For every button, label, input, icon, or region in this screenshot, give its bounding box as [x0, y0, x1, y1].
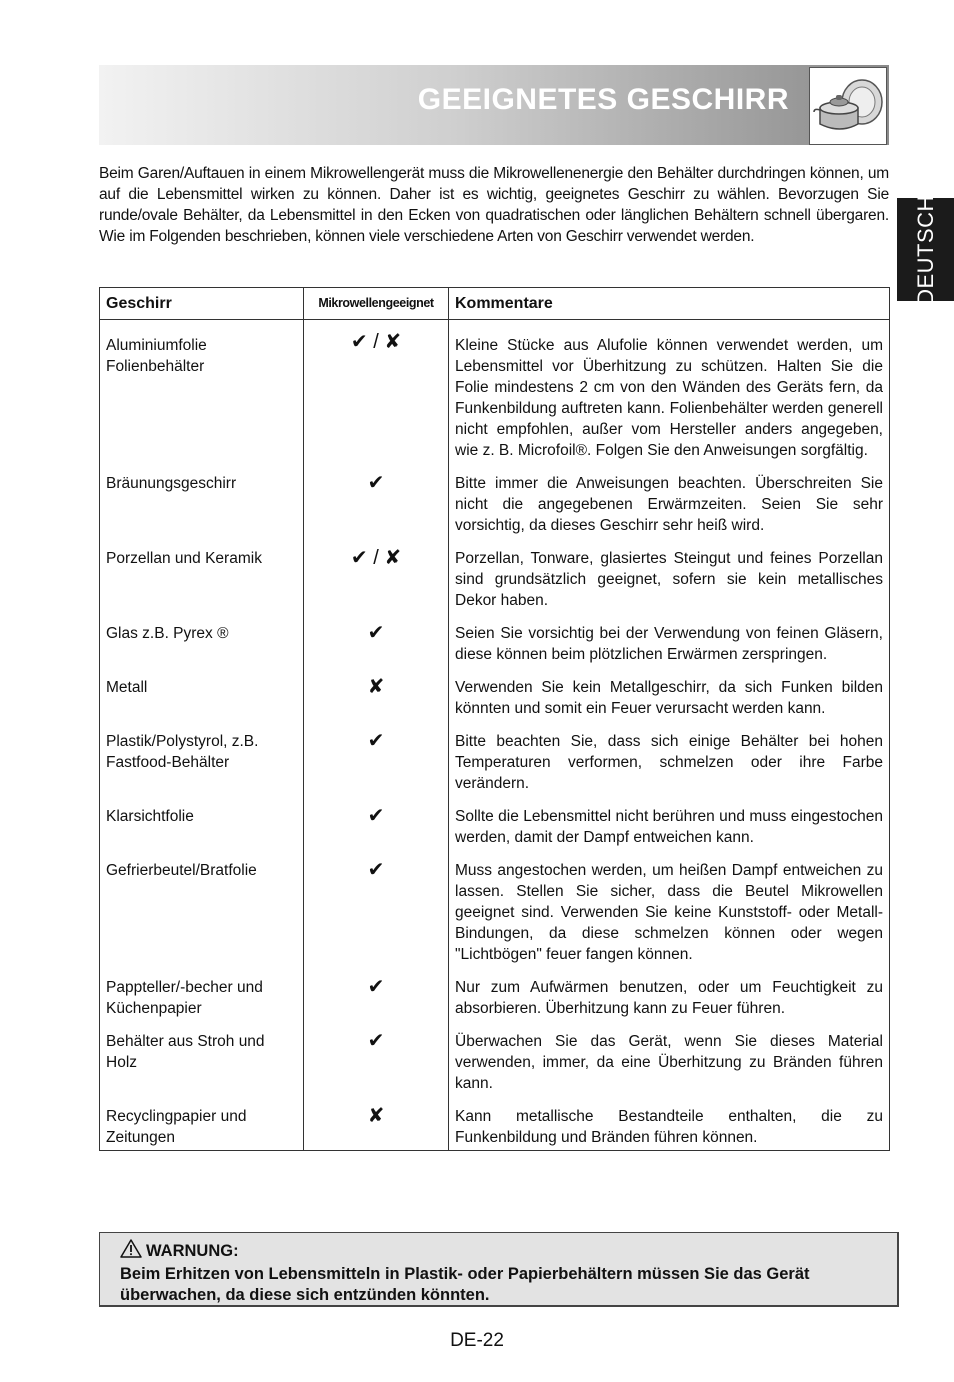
row-suitability: ✔: [304, 623, 449, 677]
row-comment: Porzellan, Tonware, glasiertes Steingut und feines Porzellan sind grundsätzlich geeignet, sofern sie kein metallisches Dekor haben.: [449, 548, 890, 623]
row-cookware: Aluminiumfolie Folienbehälter: [100, 320, 304, 474]
column-header-microwave-suitable: Mikrowellengeeignet: [304, 288, 449, 320]
row-cookware: Plastik/Polystyrol, z.B. Fastfood-Behälter: [100, 731, 304, 806]
warning-triangle-icon: [120, 1239, 142, 1264]
row-comment: Seien Sie vorsichtig bei der Verwendung von feinen Gläsern, diese können beim plötzlichen Erwärmen zerspringen.: [449, 623, 890, 677]
row-comment: Bitte immer die Anweisungen beachten. Überschreiten Sie nicht die angegebenen Erwärmzeiten. Seien Sie sehr vorsichtig, da dieses Geschirr sehr heiß wird.: [449, 473, 890, 548]
row-comment: Verwenden Sie kein Metallgeschirr, da sich Funken bilden könnten und somit ein Feuer verursacht werden kann.: [449, 677, 890, 731]
row-cookware: Klarsichtfolie: [100, 806, 304, 860]
warning-title: WARNUNG:: [146, 1242, 239, 1260]
row-comment: Muss angestochen werden, um heißen Dampf entweichen zu lassen. Stellen Sie sicher, dass die Beutel Mikrowellen geeignet sind. Verwenden Sie keine Kunststoff- oder Metall-Bindungen, da diese schmelzen können oder wegen "Lichtbögen" feuer fangen können.: [449, 860, 890, 977]
row-cookware: Metall: [100, 677, 304, 731]
table-row: [100, 977, 890, 1031]
intro-paragraph: Beim Garen/Auftauen in einem Mikrowellengerät muss die Mikrowellenenergie den Behälter durchdringen können, um auf die Lebensmittel wirken zu können. Daher ist es wichtig, geeignetes Geschirr zu wählen. Bevorzugen Sie runde/ovale Behälter, da Lebensmittel in den Ecken von quadratischen oder länglichen Behältern schnell übergaren. Wie im Folgenden beschrieben, können viele verschiedene Arten von Geschirr verwendet werden.: [99, 165, 889, 245]
row-comment: Kann metallische Bestandteile enthalten, die zu Funkenbildung und Bränden führen können.: [449, 1106, 890, 1151]
row-cookware: Behälter aus Stroh und Holz: [100, 1031, 304, 1106]
cookware-table: [99, 287, 890, 1151]
language-tab-label: DEUTSCH: [912, 194, 938, 305]
table-row: [100, 1106, 890, 1151]
table-row: [100, 677, 890, 731]
table-row: [100, 731, 890, 806]
table-row: [100, 806, 890, 860]
warning-box: [99, 1232, 899, 1307]
row-comment: Bitte beachten Sie, dass sich einige Behälter bei hohen Temperaturen verformen, schmelzen oder ihre Farbe verändern.: [449, 731, 890, 806]
row-suitability: ✔: [304, 1031, 449, 1106]
row-cookware: Porzellan und Keramik: [100, 548, 304, 623]
page-number: DE-22: [450, 1330, 504, 1351]
table-row: [100, 320, 890, 474]
cookware-icon: [809, 67, 887, 145]
row-suitability: ✔: [304, 977, 449, 1031]
warning-text: Beim Erhitzen von Lebensmitteln in Plastik- oder Papierbehältern müssen Sie das Gerät überwachen, da diese sich entzünden könnten.: [120, 1265, 810, 1304]
row-cookware: Glas z.B. Pyrex ®: [100, 623, 304, 677]
row-comment: Nur zum Aufwärmen benutzen, oder um Feuchtigkeit zu absorbieren. Überhitzung kann zu Feuer führen.: [449, 977, 890, 1031]
table-row: [100, 473, 890, 548]
row-suitability: ✔: [304, 731, 449, 806]
row-cookware: Pappteller/-becher und Küchenpapier: [100, 977, 304, 1031]
page-title: GEEIGNETES GESCHIRR: [417, 83, 789, 116]
row-cookware: Bräunungsgeschirr: [100, 473, 304, 548]
row-comment: Sollte die Lebensmittel nicht berühren und muss eingestochen werden, damit der Dampf entweichen kann.: [449, 806, 890, 860]
row-comment: Kleine Stücke aus Alufolie können verwendet werden, um Lebensmittel vor Überhitzung zu schützen. Halten Sie die Folie mindestens 2 cm von den Wänden des Geräts fern, da Funkenbildung auftreten kann. Folienbehälter werden generell nicht empfohlen, außer vom Hersteller anders angegeben, wie z. B. Microfoil®. Folgen Sie den Anweisungen sorgfältig.: [449, 320, 890, 474]
table-header-row: [100, 288, 890, 320]
row-suitability: ✔: [304, 806, 449, 860]
page-header-banner: [99, 65, 889, 145]
column-header-comments: Kommentare: [449, 288, 890, 320]
row-suitability: ✘: [304, 1106, 449, 1151]
table-row: [100, 1031, 890, 1106]
row-suitability: ✔ / ✘: [304, 320, 449, 474]
language-tab: [897, 194, 954, 305]
column-header-cookware: Geschirr: [100, 288, 304, 320]
table-row: [100, 548, 890, 623]
row-suitability: ✔: [304, 860, 449, 977]
table-row: [100, 623, 890, 677]
row-suitability: ✔ / ✘: [304, 548, 449, 623]
row-cookware: Recyclingpapier und Zeitungen: [100, 1106, 304, 1151]
row-suitability: ✔: [304, 473, 449, 548]
row-suitability: ✘: [304, 677, 449, 731]
table-row: [100, 860, 890, 977]
row-comment: Überwachen Sie das Gerät, wenn Sie dieses Material verwenden, immer, da eine Überhitzung zu Bränden führen kann.: [449, 1031, 890, 1106]
row-cookware: Gefrierbeutel/Bratfolie: [100, 860, 304, 977]
